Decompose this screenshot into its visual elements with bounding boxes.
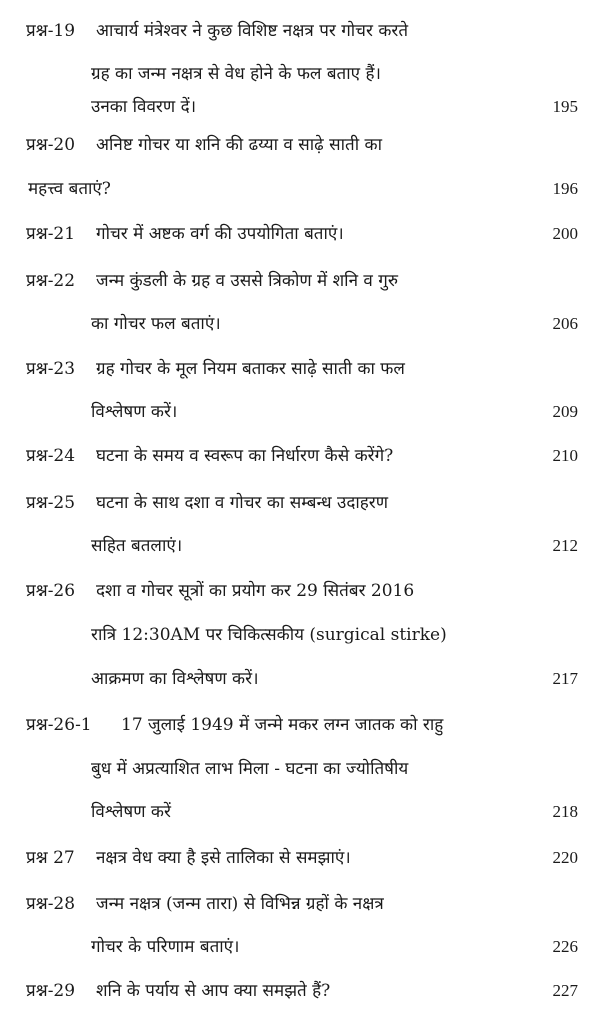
question-label: प्रश्न-19: [26, 21, 76, 41]
question-label: प्रश्न-24: [26, 446, 76, 466]
entry-text-line: विश्लेषण करें।: [91, 402, 178, 422]
entry-text-line: अनिष्ट गोचर या शनि की ढय्या व साढ़े साती का: [96, 135, 383, 155]
entry-text-line: 17 जुलाई 1949 में जन्मे मकर लग्न जातक को राहु: [121, 715, 444, 735]
entry-text-line: घटना के समय व स्वरूप का निर्धारण कैसे करेंगे?: [96, 446, 394, 466]
entry-text-line: शनि के पर्याय से आप क्या समझते हैं?: [96, 981, 331, 1001]
entry-text-line: का गोचर फल बताएं।: [91, 314, 221, 334]
page-number: 226: [552, 937, 578, 956]
page-number: 210: [552, 446, 578, 465]
entry-text-line: गोचर में अष्टक वर्ग की उपयोगिता बताएं।: [96, 224, 344, 244]
page-number: 206: [552, 314, 578, 333]
entry-text-line: दशा व गोचर सूत्रों का प्रयोग कर 29 सितंबर 2016: [96, 581, 415, 601]
question-label: प्रश्न-25: [26, 493, 76, 513]
entry-text-line: महत्त्व बताएं?: [28, 179, 111, 199]
question-label: प्रश्न-22: [26, 271, 76, 291]
entry-text-line: आक्रमण का विश्लेषण करें।: [91, 669, 259, 689]
page-number: 217: [552, 669, 578, 688]
page-number: 218: [552, 802, 578, 821]
question-label: प्रश्न-26-1: [26, 715, 92, 735]
page-number: 227: [552, 981, 578, 1000]
page-number: 212: [552, 536, 578, 555]
entry-text-line: जन्म कुंडली के ग्रह व उससे त्रिकोण में शनि व गुरु: [96, 271, 399, 291]
entry-text-line: उनका विवरण दें।: [91, 97, 197, 117]
page-number: 196: [552, 179, 578, 198]
entry-text-line: सहित बतलाएं।: [91, 536, 183, 556]
entry-text-line: ग्रह का जन्म नक्षत्र से वेध होने के फल बताए हैं।: [91, 64, 381, 84]
entry-text-line: ग्रह गोचर के मूल नियम बताकर साढ़े साती का फल: [96, 359, 405, 379]
page-number: 200: [552, 224, 578, 243]
question-label: प्रश्न-23: [26, 359, 76, 379]
question-label: प्रश्न-21: [26, 224, 76, 244]
entry-text-line: घटना के साथ दशा व गोचर का सम्बन्ध उदाहरण: [96, 493, 389, 513]
question-label: प्रश्न 27: [26, 848, 75, 868]
entry-text-line: गोचर के परिणाम बताएं।: [91, 937, 240, 957]
entry-text-line: आचार्य मंत्रेश्वर ने कुछ विशिष्ट नक्षत्र पर गोचर करते: [96, 21, 409, 41]
question-label: प्रश्न-26: [26, 581, 76, 601]
question-label: प्रश्न-28: [26, 894, 76, 914]
question-label: प्रश्न-29: [26, 981, 76, 1001]
entry-text-line: बुध में अप्रत्याशित लाभ मिला - घटना का ज्योतिषीय: [91, 759, 409, 779]
page-number: 209: [552, 402, 578, 421]
question-label: प्रश्न-20: [26, 135, 76, 155]
page-number: 220: [552, 848, 578, 867]
entry-text-line: रात्रि 12:30AM पर चिकित्सकीय (surgical stirke): [91, 625, 447, 645]
entry-text-line: नक्षत्र वेध क्या है इसे तालिका से समझाएं।: [96, 848, 351, 868]
entry-text-line: विश्लेषण करें: [91, 802, 171, 822]
entry-text-line: जन्म नक्षत्र (जन्म तारा) से विभिन्न ग्रहों के नक्षत्र: [96, 894, 384, 914]
page-number: 195: [552, 97, 578, 116]
